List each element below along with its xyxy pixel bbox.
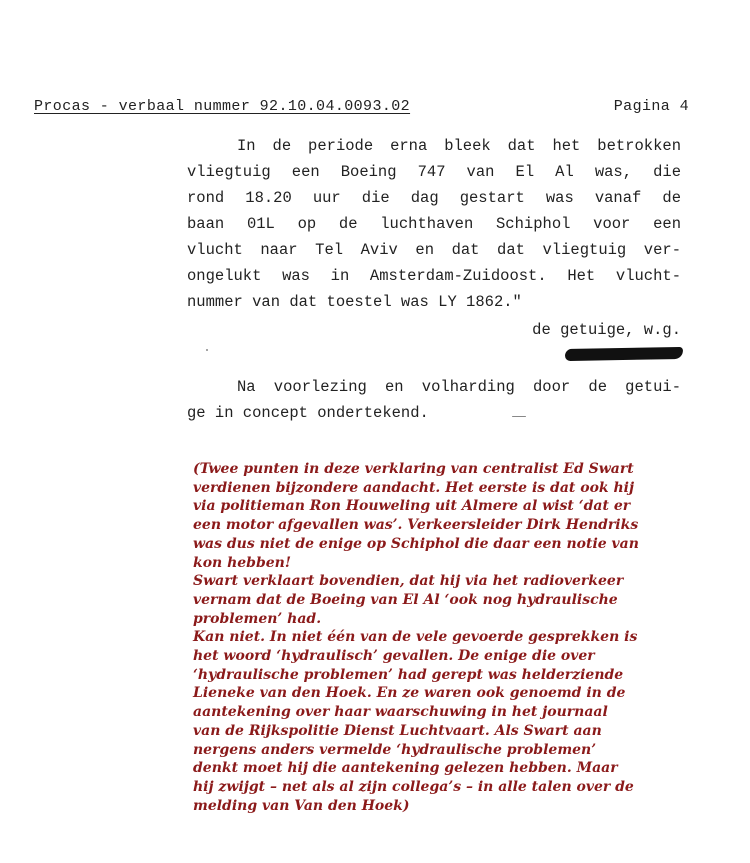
signature-block xyxy=(187,317,681,343)
note-line: een motor afgevallen was’. Verkeersleider Dirk Hendriks xyxy=(193,517,639,534)
editorial-note xyxy=(193,460,693,815)
closing-line: ge in concept ondertekend. xyxy=(187,404,429,422)
statement-line: rond 18.20 uur die dag gestart was vanaf de xyxy=(187,189,681,207)
note-line: het woord ‘hydraulisch’ gevallen. De enige die over xyxy=(193,648,595,665)
closing-line: Na voorlezing en volharding door de getui- xyxy=(237,378,681,396)
note-line: was dus niet de enige op Schiphol die daar een notie van xyxy=(193,535,639,552)
note-line: denkt moet hij die aantekening gelezen hebben. Maar xyxy=(193,760,618,777)
note-line: via politieman Ron Houweling uit Almere al wist ‘dat er xyxy=(193,498,631,515)
note-line: vernam dat de Boeing van El Al ‘ook nog hydraulische xyxy=(193,591,618,608)
note-line: (Twee punten in deze verklaring van centralist Ed Swart xyxy=(193,461,634,477)
note-line: Swart verklaart bovendien, dat hij via het radioverkeer xyxy=(193,573,624,590)
note-line: melding van Van den Hoek) xyxy=(193,797,410,814)
note-line: nergens anders vermelde ‘hydraulische problemen’ xyxy=(193,741,597,758)
statement-line: nummer van dat toestel was LY 1862." xyxy=(187,293,522,311)
scan-speck xyxy=(206,349,208,351)
page-number: Pagina 4 xyxy=(613,98,689,115)
note-line: hij zwijgt – net als al zijn collega’s – in alle talen over de xyxy=(193,778,634,795)
note-line: verdienen bijzondere aandacht. Het eerste is dat ook hij xyxy=(193,479,635,496)
statement-line: baan 01L op de luchthaven Schiphol voor een xyxy=(187,215,681,233)
witness-statement xyxy=(187,133,681,315)
note-line: kon hebben! xyxy=(193,554,291,571)
witness-signature-label: de getuige, w.g. xyxy=(532,321,681,339)
note-line: Lieneke van den Hoek. En ze waren ook genoemd in de xyxy=(193,685,626,702)
statement-line: In de periode erna bleek dat het betrokken xyxy=(237,137,681,155)
statement-line: vliegtuig een Boeing 747 van El Al was, die xyxy=(187,163,681,181)
statement-line: vlucht naar Tel Aviv en dat dat vliegtuig ver- xyxy=(187,241,681,259)
note-line: Kan niet. In niet één van de vele gevoerde gesprekken is xyxy=(193,629,638,646)
document-header xyxy=(34,98,689,122)
note-line: aantekening over haar waarschuwing in het journaal xyxy=(193,704,608,721)
note-line: problemen’ had. xyxy=(193,610,322,627)
statement-line: ongelukt was in Amsterdam-Zuidoost. Het vlucht- xyxy=(187,267,681,285)
scan-speck xyxy=(512,416,526,417)
record-number: Procas - verbaal nummer 92.10.04.0093.02 xyxy=(34,98,411,115)
closing-statement xyxy=(187,374,681,426)
note-line: van de Rijkspolitie Dienst Luchtvaart. Als Swart aan xyxy=(193,722,602,739)
note-line: ‘hydraulische problemen’ had gerept was helderziende xyxy=(193,666,624,683)
redacted-signature xyxy=(565,347,683,361)
